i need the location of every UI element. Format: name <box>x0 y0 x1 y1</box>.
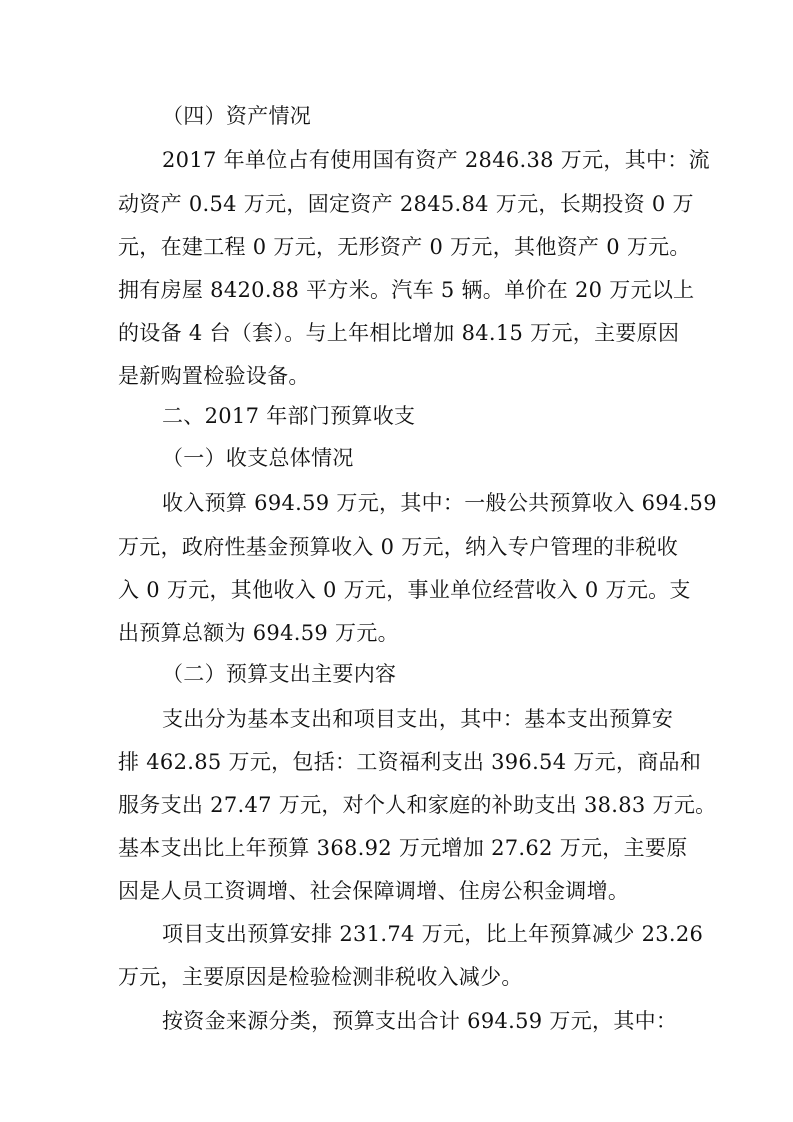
paragraph-line: 万元，政府性基金预算收入 0 万元，纳入专户管理的非税收 <box>118 535 679 559</box>
subsection-heading-overview: （一）收支总体情况 <box>162 446 354 470</box>
paragraph-line: 收入预算 694.59 万元，其中：一般公共预算收入 694.59 <box>162 491 717 515</box>
paragraph-line: 支出分为基本支出和项目支出，其中：基本支出预算安 <box>162 707 674 731</box>
paragraph-line: 排 462.85 万元，包括：工资福利支出 396.54 万元，商品和 <box>118 750 702 774</box>
paragraph-line: 项目支出预算安排 231.74 万元，比上年预算减少 23.26 <box>162 922 704 946</box>
paragraph-line: 的设备 4 台（套）。与上年相比增加 84.15 万元，主要原因 <box>118 321 680 345</box>
section-heading-assets: （四）资产情况 <box>162 104 312 128</box>
paragraph-line: 出预算总额为 694.59 万元。 <box>118 621 399 645</box>
section-heading-budget: 二、2017 年部门预算收支 <box>162 404 416 428</box>
paragraph-line: 基本支出比上年预算 368.92 万元增加 27.62 万元，主要原 <box>118 836 688 860</box>
paragraph-line: 服务支出 27.47 万元，对个人和家庭的补助支出 38.83 万元。 <box>118 793 717 817</box>
paragraph-line: 动资产 0.54 万元，固定资产 2845.84 万元，长期投资 0 万 <box>118 192 694 216</box>
paragraph-line: 拥有房屋 8420.88 平方米。汽车 5 辆。单价在 20 万元以上 <box>118 278 695 302</box>
paragraph-line: 万元，主要原因是检验检测非税收入减少。 <box>118 965 523 989</box>
paragraph-line: 2017 年单位占有使用国有资产 2846.38 万元，其中：流 <box>162 148 710 172</box>
paragraph-line: 因是人员工资调增、社会保障调增、住房公积金调增。 <box>118 879 630 903</box>
paragraph-line: 入 0 万元，其他收入 0 万元，事业单位经营收入 0 万元。支 <box>118 578 691 602</box>
subsection-heading-expenditure: （二）预算支出主要内容 <box>162 662 397 686</box>
paragraph-line: 按资金来源分类，预算支出合计 694.59 万元，其中： <box>162 1009 678 1033</box>
paragraph-line: 元，在建工程 0 万元，无形资产 0 万元，其他资产 0 万元。 <box>118 235 691 259</box>
paragraph-line: 是新购置检验设备。 <box>118 364 310 388</box>
